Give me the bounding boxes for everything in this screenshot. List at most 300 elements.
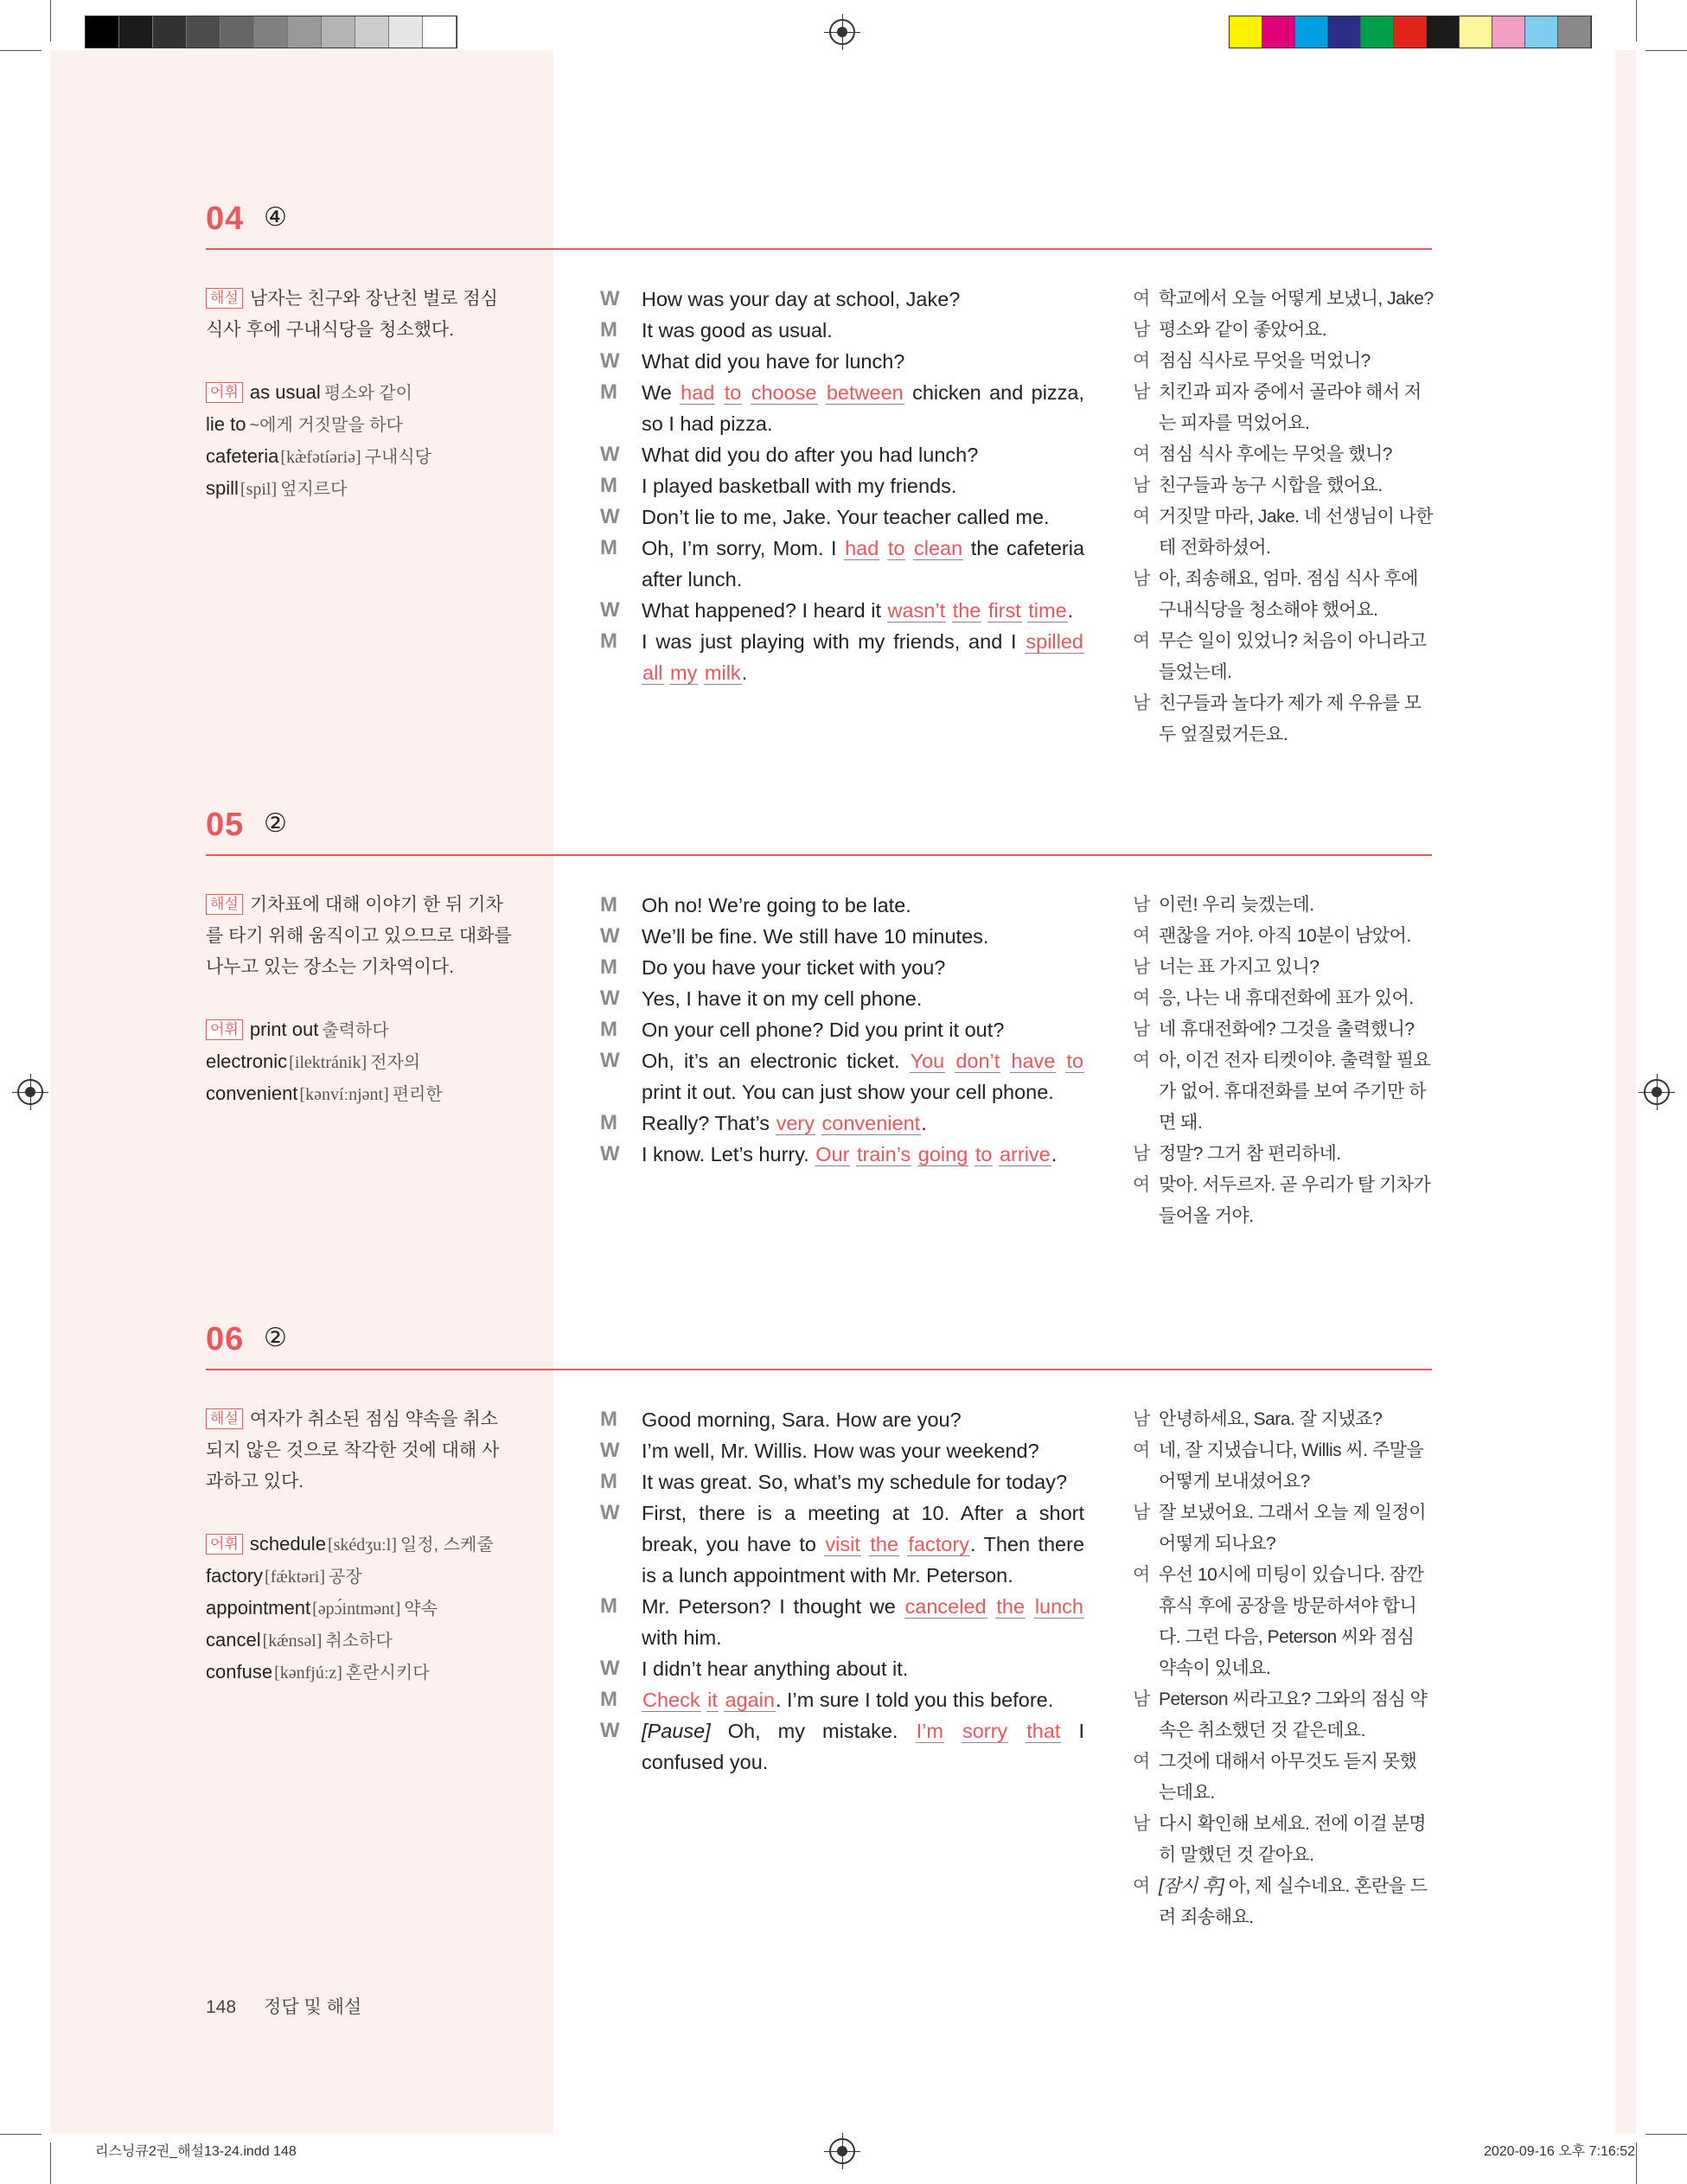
- dialogue-line: [600, 890, 1084, 921]
- vocab-word: confuse: [206, 1661, 273, 1683]
- translation-body: 평소와 같이 좋았어요.: [1159, 320, 1327, 340]
- section-divider: [206, 248, 1432, 250]
- dialogue-line: [600, 346, 1084, 377]
- dialogue-text: [642, 346, 1084, 377]
- color-swatch: [1525, 16, 1558, 48]
- explanation-block: [206, 284, 513, 505]
- translation-body: 이런! 우리 늦겠는데.: [1159, 895, 1314, 915]
- translation-body: 응, 나는 내 휴대전화에 표가 있어.: [1159, 988, 1414, 1008]
- dialogue-english: [600, 1404, 1084, 1778]
- dialogue-segment: chicken and pizza, so I had pizza.: [642, 381, 1085, 435]
- translation-body: 점심 식사 후에는 무엇을 했니?: [1159, 444, 1392, 464]
- translation-speaker: 남: [1133, 1409, 1150, 1429]
- translation-body: 친구들과 놀다가 제가 제 우유를 모두 엎질렀거든요.: [1159, 693, 1422, 744]
- vocabulary-tag: 어휘: [206, 1019, 243, 1040]
- translation-body: 괜찮을 거야. 아직 10분이 남았어.: [1159, 926, 1411, 946]
- vocab-meaning: 평소와 같이: [323, 384, 412, 403]
- translation-line: [1133, 1045, 1434, 1139]
- dialogue-text: [642, 439, 1084, 470]
- dialogue-line: [600, 470, 1084, 501]
- vocab-pronunciation: [skédʒuːl]: [327, 1536, 397, 1555]
- translation-line: [1133, 983, 1434, 1014]
- translation-speaker: 여: [1133, 289, 1150, 309]
- translation-body: 아, 제 실수네요. 혼란을 드려 죄송해요.: [1159, 1876, 1428, 1927]
- vocab-meaning: 출력하다: [322, 1021, 389, 1040]
- dialogue-segment: Do you have your ticket with you?: [642, 956, 946, 979]
- explanation-body: 남자는 친구와 장난친 벌로 점심 식사 후에 구내식당을 청소했다.: [206, 289, 498, 340]
- vocab-item: [206, 1014, 513, 1046]
- vocabulary-list: [206, 1529, 513, 1689]
- section-divider: [206, 1369, 1432, 1370]
- speaker-label: M: [600, 536, 617, 559]
- dialogue-text: [642, 377, 1084, 439]
- dialogue-segment: [993, 1143, 999, 1165]
- vocab-item: [206, 1593, 513, 1625]
- blank-answer: factory: [908, 1533, 969, 1555]
- dialogue-segment: [911, 1143, 917, 1165]
- dialogue-segment: First, there is a meeting at 10. After a short break, you have to: [642, 1502, 1084, 1555]
- translation-line: [1133, 1404, 1434, 1435]
- dialogue-segment: [945, 1050, 955, 1072]
- dialogue-segment: We: [642, 381, 681, 404]
- translation-body: 너는 표 가지고 있니?: [1159, 957, 1320, 977]
- vocab-word: schedule: [249, 1533, 326, 1555]
- translation-text: [1159, 382, 1422, 433]
- translation-body: 정말? 그거 참 편리하네.: [1159, 1144, 1341, 1164]
- color-calibration-bar: [1229, 16, 1592, 48]
- gray-swatch: [187, 16, 220, 48]
- explanation-tag: 해설: [206, 288, 243, 309]
- dialogue-line: [600, 1498, 1084, 1591]
- dialogue-segment: Oh, it’s an electronic ticket.: [642, 1050, 910, 1072]
- gray-swatch: [355, 16, 389, 48]
- dialogue-line: [600, 1108, 1084, 1139]
- dialogue-line: [600, 1684, 1084, 1715]
- dialogue-line: [600, 1653, 1084, 1684]
- stage-direction: [잠시 후]: [1159, 1876, 1224, 1896]
- translation-speaker: 여: [1133, 507, 1150, 527]
- crop-mark: [50, 2142, 51, 2184]
- translation-text: [1159, 1876, 1428, 1927]
- translation-text: [1159, 957, 1319, 977]
- dialogue-segment: the cafeteria after lunch.: [642, 537, 1085, 591]
- translation-text: [1159, 1752, 1416, 1803]
- dialogue-segment: [861, 1533, 869, 1555]
- blank-answer: all: [642, 661, 663, 684]
- translation-text: [1159, 926, 1411, 946]
- dialogue-segment: [818, 381, 826, 404]
- dialogue-line: [600, 501, 1084, 533]
- translation-line: [1133, 1560, 1434, 1684]
- vocab-pronunciation: [kənvíːnjənt]: [299, 1085, 389, 1104]
- dialogue-segment: .: [741, 661, 748, 684]
- speaker-label: M: [600, 1688, 617, 1711]
- translation-text: [1159, 1050, 1430, 1133]
- dialogue-segment: [1026, 1595, 1034, 1618]
- answer-mark: ②: [264, 1324, 287, 1352]
- speaker-label: M: [600, 380, 617, 404]
- blank-answer: had: [681, 381, 715, 404]
- crop-mark: [1636, 2142, 1637, 2184]
- translation-body: 다시 확인해 보세요. 전에 이걸 분명히 말했던 것 같아요.: [1159, 1814, 1427, 1865]
- dialogue-segment: [742, 381, 750, 404]
- translation-speaker: 남: [1133, 320, 1150, 340]
- speaker-label: W: [600, 1501, 620, 1524]
- vocabulary-tag: 어휘: [206, 1534, 243, 1555]
- speaker-label: W: [600, 1439, 620, 1462]
- explanation-text: [206, 284, 513, 346]
- vocab-word: spill: [206, 477, 239, 499]
- dialogue-text: [642, 1045, 1084, 1108]
- dialogue-line: [600, 1139, 1084, 1170]
- dialogue-segment: [715, 381, 723, 404]
- gray-swatch: [389, 16, 423, 48]
- translation-line: [1133, 952, 1434, 983]
- translation-speaker: 남: [1133, 569, 1150, 589]
- vocab-item: [206, 377, 513, 409]
- dialogue-line: [600, 921, 1084, 952]
- translation-speaker: 여: [1133, 1050, 1150, 1070]
- translation-body: 치킨과 피자 중에서 골라야 해서 저는 피자를 먹었어요.: [1159, 382, 1422, 433]
- vocab-meaning: 취소하다: [325, 1632, 393, 1651]
- gray-swatch: [86, 16, 119, 48]
- explanation-body: 기차표에 대해 이야기 한 뒤 기차를 타기 위해 움직이고 있으므로 대화를 나누고 있는 장소는 기차역이다.: [206, 895, 512, 977]
- translation-line: [1133, 377, 1434, 439]
- vocab-pronunciation: [əpɔ́intmənt]: [312, 1600, 401, 1619]
- vocab-item: [206, 1561, 513, 1593]
- dialogue-text: [642, 1498, 1084, 1591]
- dialogue-text: [642, 284, 1084, 315]
- explanation-tag: 해설: [206, 1408, 243, 1429]
- dialogue-line: [600, 1014, 1084, 1045]
- gray-swatch: [254, 16, 288, 48]
- crop-mark: [1645, 50, 1687, 51]
- translation-body: 잘 보냈어요. 그래서 오늘 제 일정이 어떻게 되나요?: [1159, 1503, 1427, 1554]
- vocab-item: [206, 1078, 513, 1110]
- vocab-word: lie to: [206, 413, 246, 435]
- translation-line: [1133, 1684, 1434, 1747]
- dialogue-english: [600, 890, 1084, 1170]
- dialogue-segment: .: [921, 1112, 927, 1134]
- translation-body: 우선 10시에 미팅이 있습니다. 잠깐 휴식 후에 공장을 방문하셔야 합니다. 그런 다음, Peterson 씨와 점심 약속이 있네요.: [1159, 1565, 1424, 1678]
- speaker-label: M: [600, 318, 617, 342]
- translation-body: 학교에서 오늘 어떻게 보냈니, Jake?: [1159, 289, 1434, 309]
- explanation-block: [206, 1404, 513, 1689]
- answer-mark: ④: [264, 203, 287, 232]
- vocab-word: cafeteria: [206, 445, 279, 467]
- dialogue-text: [642, 470, 1084, 501]
- explanation-body: 여자가 취소된 점심 약속을 취소되지 않은 것으로 착각한 것에 대해 사과하고 있다.: [206, 1409, 500, 1491]
- dialogue-text: [642, 1715, 1084, 1778]
- vocab-meaning: 약속: [404, 1600, 438, 1619]
- speaker-label: W: [600, 287, 620, 310]
- vocab-word: cancel: [206, 1629, 261, 1651]
- dialogue-segment: [Pause]: [642, 1720, 711, 1742]
- dialogue-segment: How was your day at school, Jake?: [642, 288, 961, 310]
- dialogue-segment: Oh, my mistake.: [710, 1720, 916, 1742]
- translation-speaker: 남: [1133, 476, 1150, 495]
- blank-answer: very: [776, 1112, 815, 1134]
- translation-line: [1133, 890, 1434, 921]
- vocab-item: [206, 1046, 513, 1078]
- blank-answer: arrive: [999, 1143, 1051, 1165]
- blank-answer: the: [996, 1595, 1026, 1618]
- speaker-label: M: [600, 474, 617, 497]
- translation-speaker: 남: [1133, 957, 1150, 977]
- translation-line: [1133, 1014, 1434, 1045]
- dialogue-line: [600, 626, 1084, 688]
- translation-line: [1133, 315, 1434, 346]
- blank-answer: clean: [913, 537, 963, 559]
- dialogue-segment: . I’m sure I told you this before.: [775, 1689, 1054, 1711]
- dialogue-text: [642, 1466, 1084, 1498]
- blank-answer: lunch: [1034, 1595, 1083, 1618]
- dialogue-text: [642, 315, 1084, 346]
- vocab-pronunciation: [kənfjúːz]: [274, 1664, 342, 1683]
- dialogue-korean: [1133, 890, 1434, 1232]
- translation-line: [1133, 626, 1434, 688]
- translation-speaker: 남: [1133, 1144, 1150, 1164]
- blank-answer: between: [826, 381, 904, 404]
- translation-body: 네, 잘 지냈습니다, Willis 씨. 주말을 어떻게 보내셨어요?: [1159, 1440, 1424, 1491]
- dialogue-segment: I played basketball with my friends.: [642, 475, 957, 497]
- translation-speaker: 여: [1133, 631, 1150, 651]
- dialogue-segment: [1056, 1050, 1065, 1072]
- dialogue-line: [600, 1591, 1084, 1653]
- blank-answer: don’t: [955, 1050, 1000, 1072]
- dialogue-line: [600, 1045, 1084, 1108]
- blank-answer: the: [952, 599, 981, 622]
- translation-text: [1159, 569, 1418, 620]
- speaker-label: W: [600, 1719, 620, 1742]
- dialogue-segment: [879, 537, 887, 559]
- color-swatch: [1394, 16, 1427, 48]
- color-swatch: [1295, 16, 1328, 48]
- dialogue-text: [642, 983, 1084, 1014]
- dialogue-segment: Oh, I’m sorry, Mom. I: [642, 537, 845, 559]
- dialogue-segment: .: [1067, 599, 1074, 622]
- translation-text: [1159, 1689, 1427, 1740]
- dialogue-line: [600, 983, 1084, 1014]
- translation-body: 아, 죄송해요, 엄마. 점심 식사 후에 구내식당을 청소해야 했어요.: [1159, 569, 1418, 620]
- dialogue-segment: .: [1051, 1143, 1058, 1165]
- dialogue-segment: On your cell phone? Did you print it out?: [642, 1019, 1005, 1041]
- translation-body: 그것에 대해서 아무것도 듣지 못했는데요.: [1159, 1752, 1417, 1803]
- dialogue-segment: Good morning, Sara. How are you?: [642, 1408, 962, 1431]
- blank-answer: going: [917, 1143, 968, 1165]
- print-slug-timestamp: 2020-09-16 오후 7:16:52: [1483, 2144, 1635, 2159]
- translation-line: [1133, 1139, 1434, 1170]
- translation-text: [1159, 507, 1433, 558]
- translation-text: [1159, 351, 1371, 371]
- vocab-item: [206, 441, 513, 473]
- gray-swatch: [423, 16, 457, 48]
- dialogue-segment: [815, 1112, 821, 1134]
- right-margin-strip: [1615, 50, 1636, 2134]
- translation-line: [1133, 688, 1434, 750]
- blank-answer: You: [910, 1050, 945, 1072]
- blank-answer: first: [987, 599, 1021, 622]
- color-swatch: [1361, 16, 1394, 48]
- crop-mark: [0, 2134, 42, 2135]
- vocab-word: appointment: [206, 1597, 311, 1619]
- speaker-label: W: [600, 505, 620, 528]
- vocab-pronunciation: [kæ̀fətíəriə]: [280, 448, 361, 467]
- dialogue-text: [642, 921, 1084, 952]
- translation-line: [1133, 564, 1434, 626]
- dialogue-text: [642, 952, 1084, 983]
- dialogue-segment: I’m well, Mr. Willis. How was your weekend?: [642, 1440, 1039, 1462]
- translation-text: [1159, 1814, 1426, 1865]
- dialogue-line: [600, 533, 1084, 595]
- speaker-label: M: [600, 629, 617, 653]
- translation-text: [1159, 1440, 1423, 1491]
- dialogue-text: [642, 501, 1084, 533]
- vocab-meaning: 공장: [329, 1568, 362, 1587]
- dialogue-segment: Mr. Peterson? I thought we: [642, 1595, 904, 1618]
- page-footer-title: 정답 및 해설: [264, 1997, 362, 2017]
- speaker-label: M: [600, 893, 617, 916]
- color-swatch: [1262, 16, 1295, 48]
- dialogue-line: [600, 1466, 1084, 1498]
- vocab-item: [206, 473, 513, 505]
- dialogue-text: [642, 1684, 1084, 1715]
- translation-line: [1133, 921, 1434, 952]
- speaker-label: W: [600, 443, 620, 466]
- dialogue-segment: with him.: [642, 1626, 722, 1649]
- translation-body: 네 휴대전화에? 그것을 출력했니?: [1159, 1019, 1415, 1039]
- speaker-label: W: [600, 1049, 620, 1072]
- vocab-word: print out: [249, 1019, 319, 1040]
- vocabulary-list: [206, 1014, 513, 1110]
- vocab-word: factory: [206, 1565, 264, 1587]
- blank-answer: train’s: [857, 1143, 911, 1165]
- dialogue-korean: [1133, 284, 1434, 750]
- dialogue-segment: Really? That’s: [642, 1112, 776, 1134]
- dialogue-text: [642, 595, 1084, 626]
- gray-swatch: [119, 16, 153, 48]
- translation-speaker: 남: [1133, 1019, 1150, 1039]
- dialogue-segment: I confused you.: [642, 1720, 1084, 1773]
- dialogue-korean: [1133, 1404, 1434, 1933]
- translation-speaker: 남: [1133, 1503, 1150, 1523]
- blank-answer: canceled: [904, 1595, 987, 1618]
- translation-speaker: 여: [1133, 1175, 1150, 1195]
- color-swatch: [1460, 16, 1492, 48]
- crop-mark: [1636, 0, 1637, 42]
- blank-answer: to: [1066, 1050, 1084, 1072]
- dialogue-segment: [899, 1533, 907, 1555]
- translation-text: [1159, 1565, 1423, 1678]
- dialogue-line: [600, 595, 1084, 626]
- vocab-meaning: 일정, 스케줄: [399, 1536, 494, 1555]
- vocab-pronunciation: [spil]: [240, 480, 278, 499]
- translation-speaker: 여: [1133, 351, 1150, 371]
- blank-answer: choose: [751, 381, 817, 404]
- blank-answer: Our: [815, 1143, 850, 1165]
- dialogue-text: [642, 890, 1084, 921]
- gray-swatch: [220, 16, 254, 48]
- explanation-text: [206, 1404, 513, 1498]
- vocabulary-tag: 어휘: [206, 382, 243, 403]
- translation-line: [1133, 1871, 1434, 1933]
- vocab-word: as usual: [249, 381, 321, 403]
- dialogue-segment: We’ll be fine. We still have 10 minutes.: [642, 925, 989, 948]
- translation-speaker: 여: [1133, 1565, 1150, 1585]
- color-swatch: [1328, 16, 1361, 48]
- dialogue-line: [600, 952, 1084, 983]
- vocab-word: electronic: [206, 1050, 288, 1072]
- translation-speaker: 여: [1133, 1752, 1150, 1772]
- dialogue-text: [642, 1108, 1084, 1139]
- translation-line: [1133, 470, 1434, 501]
- translation-body: Peterson 씨라고요? 그와의 점심 약속은 취소했던 것 같은데요.: [1159, 1689, 1428, 1740]
- dialogue-segment: Oh no! We’re going to be late.: [642, 894, 911, 916]
- dialogue-line: [600, 377, 1084, 439]
- page-footer: [206, 1993, 361, 2019]
- translation-body: 안녕하세요, Sara. 잘 지냈죠?: [1159, 1409, 1383, 1429]
- dialogue-segment: It was good as usual.: [642, 319, 833, 342]
- dialogue-segment: [981, 599, 987, 622]
- vocab-meaning: 엎지르다: [280, 480, 348, 499]
- translation-text: [1159, 289, 1434, 309]
- speaker-label: W: [600, 349, 620, 373]
- print-slug-filename: 리스닝큐2권_해설13-24.indd 148: [95, 2144, 297, 2159]
- translation-text: [1159, 1409, 1382, 1429]
- color-swatch: [1558, 16, 1591, 48]
- dialogue-segment: [905, 537, 913, 559]
- vocab-meaning: 혼란시키다: [345, 1664, 430, 1683]
- blank-answer: my: [670, 661, 698, 684]
- speaker-label: W: [600, 598, 620, 622]
- blank-answer: spilled: [1026, 630, 1083, 653]
- translation-body: 아, 이건 전자 티켓이야. 출력할 필요가 없어. 휴대전화를 보여 주기만 하면 돼.: [1159, 1050, 1431, 1133]
- translation-text: [1159, 1175, 1430, 1226]
- dialogue-english: [600, 284, 1084, 688]
- dialogue-line: [600, 315, 1084, 346]
- blank-answer: had: [845, 537, 879, 559]
- dialogue-line: [600, 1435, 1084, 1466]
- translation-speaker: 남: [1133, 1689, 1150, 1709]
- blank-answer: it: [707, 1689, 718, 1711]
- dialogue-segment: [944, 1720, 962, 1742]
- speaker-label: M: [600, 1594, 617, 1618]
- blank-answer: convenient: [821, 1112, 921, 1134]
- gray-swatch: [288, 16, 322, 48]
- speaker-label: M: [600, 955, 617, 979]
- dialogue-segment: What happened? I heard it: [642, 599, 887, 622]
- dialogue-segment: It was great. So, what’s my schedule for today?: [642, 1471, 1068, 1493]
- translation-speaker: 여: [1133, 1876, 1150, 1896]
- translation-text: [1159, 476, 1383, 495]
- dialogue-text: [642, 1014, 1084, 1045]
- vocab-item: [206, 1625, 513, 1657]
- registration-mark-icon: [829, 2138, 855, 2164]
- dialogue-line: [600, 1404, 1084, 1435]
- dialogue-text: [642, 1139, 1084, 1170]
- translation-text: [1159, 988, 1414, 1008]
- translation-text: [1159, 631, 1427, 682]
- speaker-label: W: [600, 1657, 620, 1680]
- registration-mark-icon: [829, 19, 855, 45]
- dialogue-segment: print it out. You can just show your cell phone.: [642, 1081, 1054, 1103]
- question-number: 06: [206, 1321, 245, 1357]
- registration-mark-icon: [17, 1079, 43, 1105]
- registration-mark-icon: [1644, 1079, 1670, 1105]
- translation-speaker: 남: [1133, 1814, 1150, 1834]
- speaker-label: M: [600, 1111, 617, 1134]
- translation-line: [1133, 1747, 1434, 1809]
